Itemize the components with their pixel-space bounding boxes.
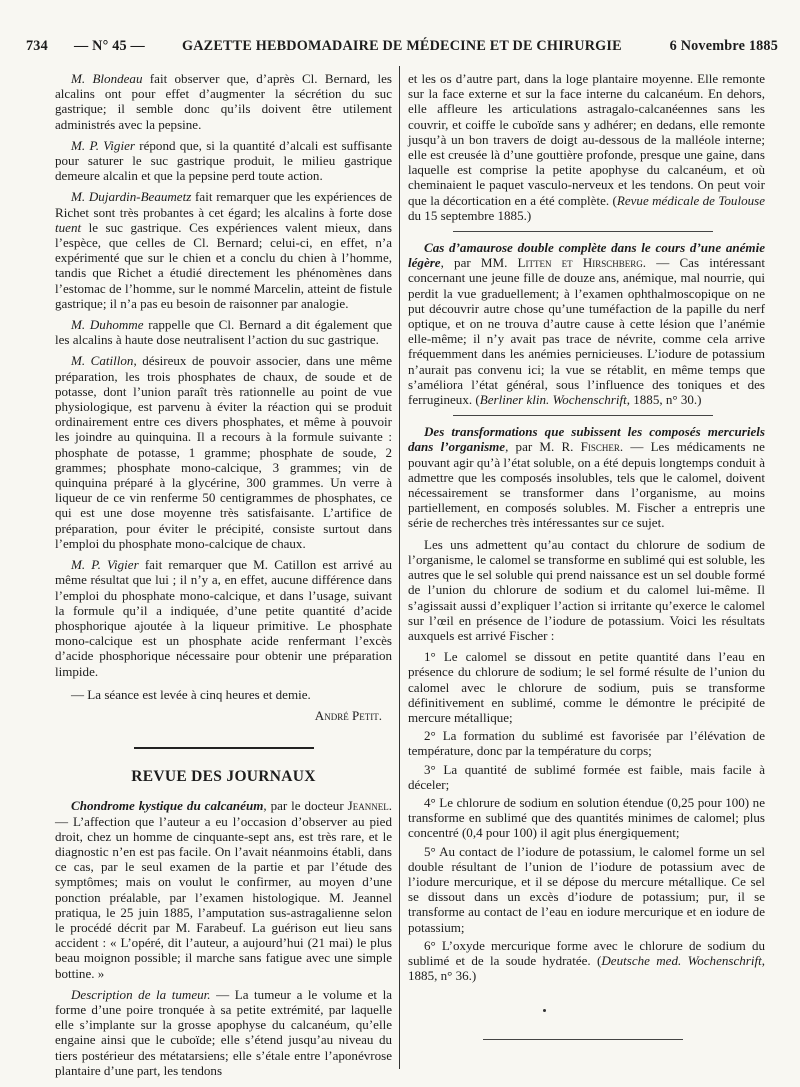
- subsection-label: Description de la tumeur.: [71, 986, 211, 1002]
- journal-source: Berliner klin. Wochenschrift: [479, 392, 627, 408]
- result-item: 6° L’oxyde mercurique forme avec le chlorure de sodium du sublimé et de la soude hydratée. (Deutsche med. Wochenschrift, 1885, n° 36.): [408, 937, 765, 984]
- article-paragraph: Description de la tumeur. — La tumeur a le volume et la forme d’une poire tronquée à sa petite extrémité, par laquelle elle s’implante sur la grosse apophyse du calcanéum, qu’elle engaine ainsi que le cuboïde; elle s’étend jusqu’au niveau du tiers postérieur des métatarsiens; elle s’étale entre l’aponévrose plantaire d’une part, les tendons: [55, 986, 392, 1078]
- running-header: [26, 38, 778, 58]
- article-paragraph: Cas d’amaurose double complète dans le cours d’une anémie légère, par MM. Litten et Hirschberg. — Cas intéressant concernant une jeune fille de douze ans, anémique, mal nourrie, qui perdit la vue graduellement; à l’examen ophthalmoscopique on ne put découvrir autre chose qu’une tuméfaction de la papille du nerf optique, et on ne trouva d’autre cause à cette lésion que l’anémie elle-même; il n’y avait pas trace de névrite, comme cela arrive fréquemment dans les anémies pernicieuses. L’iodure de potassium n’aurait pas convenu ici; la vue se rétablit, en même temps que s’améliora l’état général, sous l’influence des toniques et des ferrugineux. (Berliner klin. Wochenschrift, 1885, n° 30.): [408, 240, 765, 408]
- paragraph: M. Duhomme rappelle que Cl. Bernard a dit également que les alcalins à haute dose neutralisent l’action du suc gastrique.: [55, 317, 392, 348]
- closing-line: — La séance est levée à cinq heures et demie.: [71, 686, 311, 702]
- issue-date: 6 Novembre 1885: [669, 38, 778, 54]
- result-item: 4° Le chlorure de sodium en solution étendue (0,25 pour 100) ne transforme en sublimé que des quantités minimes de calomel; plus concentré (0,4 pour 100) il agit plus énergiquement;: [408, 794, 765, 841]
- article-paragraph: Les uns admettent qu’au contact du chlorure de sodium de l’organisme, le calomel se transforme en sublimé qui est soluble, les autres que le sel soluble qui prend naissance est un sel double formé de l’union du chlorure de sodium et du calomel lui-même. Il s’agissait aussi d’expliquer l’action si irritante qu’exerce le calomel sur l’œil en présence de l’iodure de potassium. Voici les résultats auxquels est arrivé Fischer :: [408, 536, 765, 643]
- paragraph: M. Dujardin-Beaumetz fait remarquer que les expériences de Richet sont très probantes à cet égard; les alcalins à forte dose tuent le suc gastrique. Ces expériences valent mieux, dans l’espèce, que celles de Cl. Bernard; celui-ci, en effet, n’a expérimenté que sur le chien et a conclu du chien à l’homme, tandis que Richet a étudié directement les phénomènes dans l’estomac de l’homme, sur le nommé Marcelin, atteint de fistule gastrique; il n’a pas eu besoin de raisonner par analogie.: [55, 189, 392, 311]
- article-title: Cas d’amaurose double complète dans le cours d’une anémie légère: [408, 240, 765, 271]
- journal-title: GAZETTE HEBDOMADAIRE DE MÉDECINE ET DE CHIRURGIE: [182, 38, 622, 54]
- result-item: 5° Au contact de l’iodure de potassium, le calomel forme un sel double résultant de l’union de l’iodure de potassium avec de l’iodure mercurique, et il se dépose du mercure métallique. Ce sel se dissout dans un excès d’iodure de potassium; pur, il se transforme au contact de l’eau en iodure mercurique et en iodure de potassium;: [408, 843, 765, 935]
- article-author: R. Fischer: [561, 439, 620, 455]
- left-column: [55, 71, 392, 1081]
- ornament-dot: [543, 1009, 546, 1012]
- result-item: 3° La quantité de sublimé formée est faible, mais facile à déceler;: [408, 761, 765, 792]
- article-paragraph: Chondrome kystique du calcanéum, par le docteur Jeannel. — L’affection que l’auteur a eu l’occasion d’observer au pied droit, chez un homme de cinquante-sept ans, est très rare, et le diagnostic n’en est pas facile. On l’avait néanmoins établi, dans ce cas, par le seul examen de la partie et par l’étude des symptômes; mais on voulut le confirmer, au moyen d’une ponction préalable, par l’examen histologique. M. Jeannel pratiqua, le 25 juin 1885, l’amputation sus-astragalienne selon le procédé décrit par M. Farabeuf. La guérison eut lieu sans accident : « L’opéré, dit l’auteur, a aujourd’hui (21 mai) le plus beau moignon possible; il marche sans fatigue avec une simple bottine. »: [55, 798, 392, 981]
- speaker-name: M. Duhomme: [71, 317, 144, 333]
- end-ornament: [408, 1009, 765, 1019]
- result-item: 1° Le calomel se dissout en petite quantité dans l’eau en présence du chlorure de sodium; le sel formé résulte de l’union du calomel avec le chlorure de sodium, puis se transforme définitivement en sublimé, comme le démontre le précipité de mercure métallique;: [408, 649, 765, 725]
- speaker-name: M. P. Vigier: [71, 557, 139, 573]
- issue-number: — N° 45 —: [74, 38, 145, 54]
- speaker-name: M. Dujardin-Beaumetz: [71, 189, 192, 205]
- paragraph: M. Catillon, désireux de pouvoir associer, dans une même préparation, les trois phosphates de chaux, de soude et de potasse, dont l’union paraît très rationnelle au point de vue physiologique, est parvenu à éviter la réaction qui se produit ordinairement entre ces divers phosphates, et même à pouvoir les joindre au quinquina. Il a recours à la formule suivante : phosphate de potasse, 1 gramme; phosphate de soude, 2 grammes; phosphate mono-calcique, 3 grammes; vin de quinquina préparé à la glycérine, 300 grammes. Un verre à liqueur de ce vin renferme 50 centigrammes de phosphates, ce qui est une dose moyenne très satisfaisante. L’artifice de préparation, pour éviter le précipité, consiste surtout dans l’emploi du phosphate mono-calcique de chaux.: [55, 353, 392, 551]
- article-title: Chondrome kystique du calcanéum: [71, 798, 264, 814]
- article-author: Litten et Hirschberg: [517, 255, 643, 271]
- page-number: 734: [26, 38, 48, 54]
- speaker-name: M. Blondeau: [71, 71, 143, 86]
- paragraph: M. P. Vigier fait remarquer que M. Catillon est arrivé au même résultat que lui ; il n’y a, en effet, aucune différence dans l’emploi du phosphate mono-calcique, et dans l’usage, suivant la formule qu’il a indiquée, d’une petite quantité d’acide phosphorique ajoutée à la liqueur primitive. Le phosphate mono-calcique est un phosphate acide renfermant l’excès d’acide phosphorique nécessaire pour obtenir une préparation limpide.: [55, 557, 392, 679]
- article-paragraph: et les os d’autre part, dans la loge plantaire moyenne. Elle remonte sur la face externe et sur la face interne du calcanéum. En dehors, elle affleure les articulations astragalo-calcanéennes sans les couvrir, et coiffe le cuboïde sans y adhérer; en dedans, elle remonte jusqu’à un bon travers de doigt au-dessous de la malléole interne; elle est creusée là d’une gouttière profonde, presque une gaine, dans laquelle est comprise la petite apophyse du calcanéum, et où cheminaient le paquet vasculo-nerveux et les tendons. On peut voir que la décortication en a été complète. (Revue médicale de Toulouse du 15 septembre 1885.): [408, 71, 765, 223]
- article-paragraph: Des transformations que subissent les composés mercuriels dans l’organisme, par M. R. Fischer. — Les médicaments ne pouvant agir qu’à l’état soluble, on a été depuis longtemps conduit à admettre que les composés insolubles, tels que le calomel, doivent nécessairement se transformer dans l’organisme, au moins partiellement, en composés solubles. M. Fischer a entrepris une série de recherches très intéressantes sur ce sujet.: [408, 424, 765, 531]
- result-item: 2° La formation du sublimé est favorisée par l’élévation de température, donc par la température du corps;: [408, 728, 765, 759]
- article-separator: [453, 231, 713, 232]
- paragraph: M. Blondeau fait observer que, d’après Cl. Bernard, les alcalins ont pour effet d’augmenter la sécrétion du suc gastrique; il semble donc qu’ils doivent être utilement administrés avec la pepsine.: [55, 71, 392, 132]
- paragraph: M. P. Vigier répond que, si la quantité d’alcali est suffisante pour saturer le suc gastrique produit, le milieu gastrique demeure alcalin et que la pepsine perd toute action.: [55, 137, 392, 184]
- article-separator: [453, 415, 713, 416]
- column-divider: [399, 66, 400, 1069]
- speaker-name: M. Catillon: [71, 353, 134, 369]
- journal-source: Deutsche med. Wochenschrift: [601, 952, 762, 968]
- section-rule: [134, 747, 314, 749]
- speaker-name: M. P. Vigier: [71, 137, 135, 153]
- article-title: Des transformations que subissent les composés mercuriels dans l’organisme: [408, 424, 765, 455]
- right-column: [408, 71, 765, 1023]
- signature: André Petit.: [314, 707, 382, 723]
- end-rule: [483, 1039, 683, 1040]
- section-title: REVUE DES JOURNAUX: [131, 768, 316, 786]
- journal-source: Revue médicale de Toulouse: [616, 192, 765, 208]
- article-author: Jeannel: [347, 798, 389, 814]
